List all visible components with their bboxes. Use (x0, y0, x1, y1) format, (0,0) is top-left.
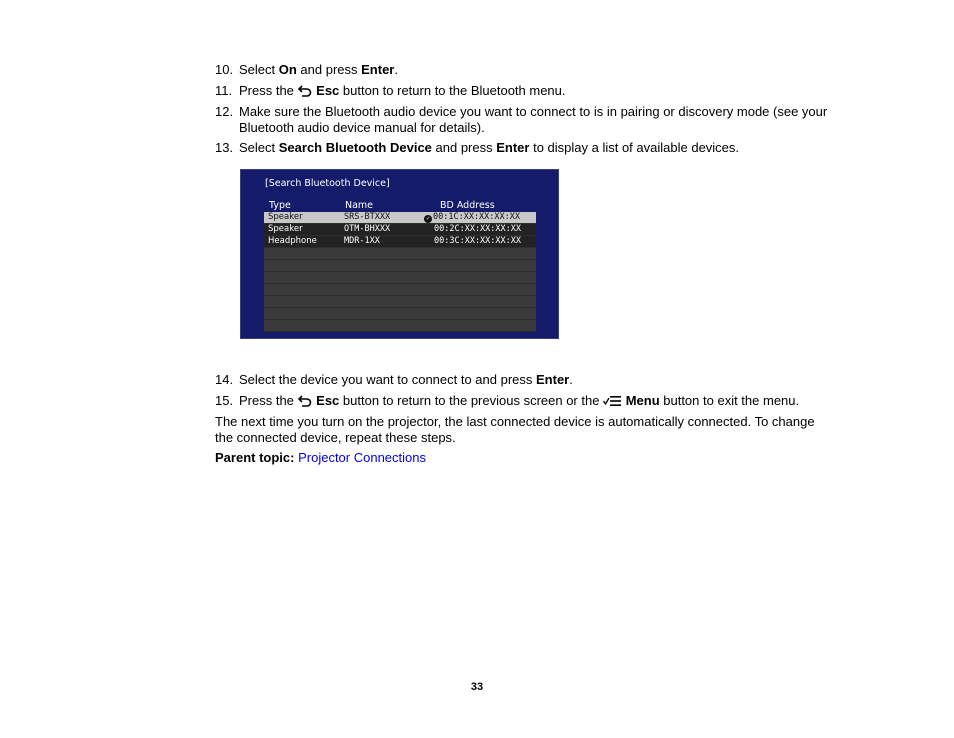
parent-topic (215, 450, 830, 466)
empty-row (264, 272, 536, 284)
step-text: Select On and press Enter. (239, 62, 398, 77)
step-number: 11. (215, 83, 233, 98)
step-text: Press the Esc button to return to the Bluetooth menu. (239, 83, 829, 101)
device-row[interactable] (264, 236, 536, 248)
step-text: Select the device you want to connect to and press Enter. (239, 372, 573, 387)
step-number: 10. (215, 62, 234, 77)
device-type: Speaker (264, 212, 340, 224)
menu-title: [Search Bluetooth Device] (265, 178, 390, 189)
step-text: Make sure the Bluetooth audio device you want to connect to is in pairing or discovery mode (see your Bluetooth audio device manual for details). (239, 104, 828, 135)
parent-topic-link[interactable]: Projector Connections (298, 450, 426, 465)
column-header-name: Name (345, 200, 374, 211)
device-list (264, 212, 536, 332)
device-name: OTM-BHXXX (340, 224, 430, 236)
device-row[interactable] (264, 212, 536, 224)
device-type: Headphone (264, 236, 340, 248)
device-type: Speaker (264, 224, 340, 236)
device-name: SRS-BTXXX (340, 212, 430, 224)
column-header-bd-address: BD Address (440, 200, 495, 211)
connected-check-icon: ✓ (424, 215, 432, 223)
empty-row (264, 320, 536, 332)
note-paragraph: The next time you turn on the projector, the last connected device is automatically connected. To change the connected device, repeat these steps. (215, 414, 815, 445)
device-address: 00:2C:XX:XX:XX:XX (430, 224, 536, 236)
empty-row (264, 248, 536, 260)
step-number: 13. (215, 140, 234, 155)
parent-topic-label: Parent topic: (215, 450, 295, 465)
step-text: Press the Esc button to return to the previous screen or the Menu button to exit the menu. (239, 393, 829, 411)
menu-icon (603, 395, 622, 411)
step-number: 15. (215, 393, 234, 408)
empty-row (264, 260, 536, 272)
column-header-type: Type (269, 200, 291, 211)
step-number: 12. (215, 104, 234, 119)
search-bluetooth-device-screen (240, 169, 559, 339)
empty-row (264, 284, 536, 296)
esc-back-icon (298, 85, 313, 101)
page-number: 33 (470, 681, 484, 693)
device-name: MDR-1XX (340, 236, 430, 248)
empty-row (264, 308, 536, 320)
device-address: 00:3C:XX:XX:XX:XX (430, 236, 536, 248)
step-number: 14. (215, 372, 234, 387)
esc-back-icon (298, 395, 313, 411)
device-address: 00:1C:XX:XX:XX:XX (433, 212, 520, 222)
device-row[interactable] (264, 224, 536, 236)
empty-row (264, 296, 536, 308)
step-text: Select Search Bluetooth Device and press Enter to display a list of available devices. (239, 140, 740, 155)
